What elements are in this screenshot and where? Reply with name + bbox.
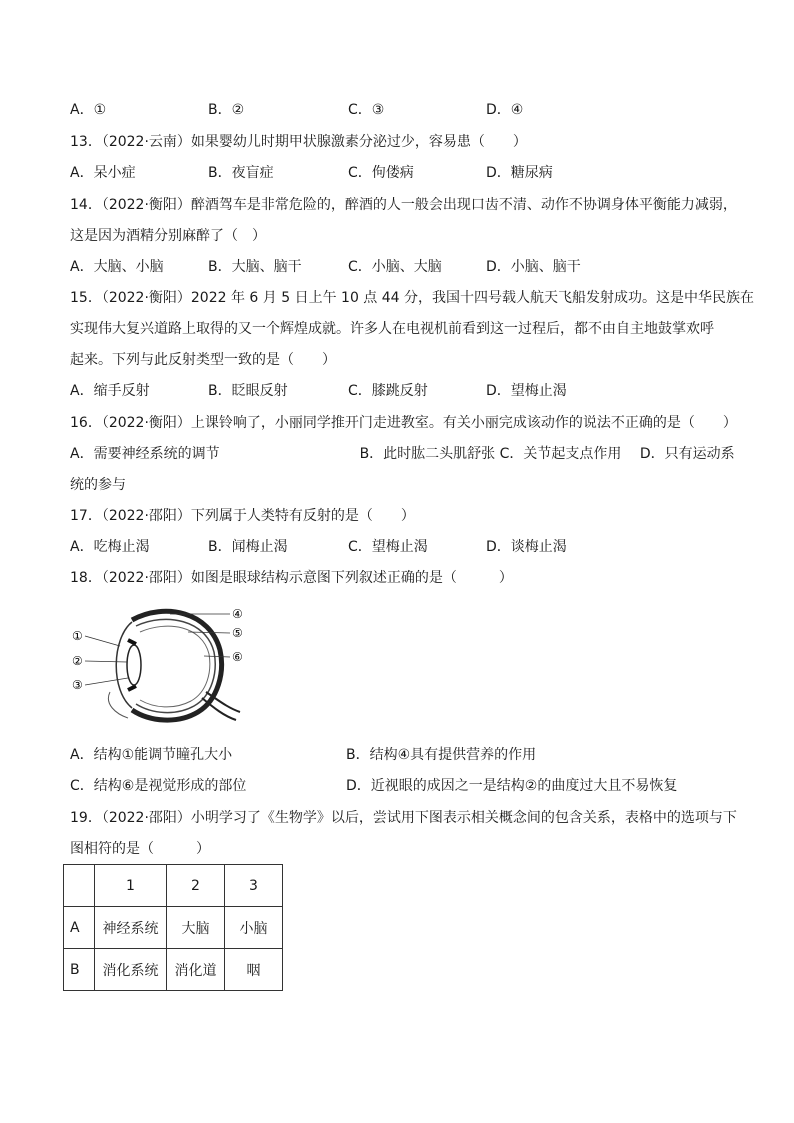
q15-options <box>70 381 730 401</box>
q14-option-c: C．小脑、大脑 <box>348 259 442 275</box>
q15-option-a: A．缩手反射 <box>70 383 150 399</box>
label-4: ④ <box>232 607 243 621</box>
table-cell: 消化系统 <box>95 949 167 991</box>
q14-stem-line1: 14．（2022·衡阳）醉酒驾车是非常危险的，醉酒的人一般会出现口齿不清、动作不协调身体平衡能力减弱， <box>70 197 737 213</box>
q12-option-c: C．③ <box>348 102 385 118</box>
table-header: 2 <box>167 865 225 907</box>
table-cell: 小脑 <box>225 907 283 949</box>
q13-option-b: B．夜盲症 <box>208 165 274 181</box>
q13-stem: 13．（2022·云南）如果婴幼儿时期甲状腺激素分泌过少，容易患（ ） <box>70 134 527 150</box>
label-3: ③ <box>72 678 83 692</box>
q18-option-d: D．近视眼的成因之一是结构②的曲度过大且不易恢复 <box>346 778 678 794</box>
table-row <box>64 907 283 949</box>
table-cell: A <box>64 907 95 949</box>
lens-shape <box>127 645 141 685</box>
q15-stem-line3: 起来。下列与此反射类型一致的是（ ） <box>70 352 336 368</box>
q17-options <box>70 537 730 557</box>
label-2: ② <box>72 654 83 668</box>
q16-option-line1: A．需要神经系统的调节 B．此时肱二头肌舒张 C．关节起支点作用 D．只有运动系 <box>70 446 735 462</box>
q17-option-c: C．望梅止渴 <box>348 539 428 555</box>
retina-outline <box>140 626 210 707</box>
q15-stem-line1: 15．（2022·衡阳）2022 年 6 月 5 日上午 10 点 44 分，我国十四号载人航天飞船发射成功。这是中华民族在 <box>70 290 755 306</box>
label-5: ⑤ <box>232 626 243 640</box>
q18-option-b: B．结构④具有提供营养的作用 <box>346 747 537 763</box>
q14-stem-line2: 这是因为酒精分别麻醉了（ ） <box>70 228 266 244</box>
q15-option-b: B．眨眼反射 <box>208 383 288 399</box>
table-row <box>64 949 283 991</box>
table-header: 1 <box>95 865 167 907</box>
q19-stem-line1: 19．（2022·邵阳）小明学习了《生物学》以后，尝试用下图表示相关概念间的包含关系，表格中的选项与下 <box>70 810 737 826</box>
label-6: ⑥ <box>232 650 243 664</box>
q17-stem: 17．（2022·邵阳）下列属于人类特有反射的是（ ） <box>70 508 415 524</box>
q18-stem: 18．（2022·邵阳）如图是眼球结构示意图下列叙述正确的是（ ） <box>70 570 513 586</box>
q16-stem: 16．（2022·衡阳）上课铃响了，小丽同学推开门走进教室。有关小丽完成该动作的说法不正确的是（ ） <box>70 415 737 431</box>
q12-option-a: A．① <box>70 102 107 118</box>
table-header-row <box>64 865 283 907</box>
q19-stem-line2: 图相符的是（ ） <box>70 841 210 857</box>
eyeball-diagram <box>70 600 260 730</box>
table-header: 3 <box>225 865 283 907</box>
q14-option-d: D．小脑、脑干 <box>486 259 581 275</box>
table-cell: 大脑 <box>167 907 225 949</box>
q14-option-a: A．大脑、小脑 <box>70 259 164 275</box>
q14-options <box>70 257 730 277</box>
q14-option-b: B．大脑、脑干 <box>208 259 302 275</box>
table-cell: 神经系统 <box>95 907 167 949</box>
table-cell <box>64 865 95 907</box>
q13-option-a: A．呆小症 <box>70 165 136 181</box>
label-1: ① <box>72 629 83 643</box>
q17-option-b: B．闻梅止渴 <box>208 539 288 555</box>
q16-option-line2: 统的参与 <box>70 477 126 493</box>
q15-option-c: C．膝跳反射 <box>348 383 428 399</box>
q17-option-d: D．谈梅止渴 <box>486 539 567 555</box>
q13-options <box>70 163 730 183</box>
q12-options <box>70 100 730 120</box>
q15-option-d: D．望梅止渴 <box>486 383 567 399</box>
q12-option-b: B．② <box>208 102 245 118</box>
q12-option-d: D．④ <box>486 102 524 118</box>
q13-option-c: C．佝偻病 <box>348 165 414 181</box>
table-cell: B <box>64 949 95 991</box>
q18-option-c: C．结构⑥是视觉形成的部位 <box>70 778 247 794</box>
q19-table <box>63 864 283 991</box>
eyelid-outline <box>108 692 128 718</box>
q17-option-a: A．吃梅止渴 <box>70 539 150 555</box>
q18-options-row2 <box>70 776 730 796</box>
q15-stem-line2: 实现伟大复兴道路上取得的又一个辉煌成就。许多人在电视机前看到这一过程后，都不由自主地鼓掌欢呼 <box>70 321 714 337</box>
q18-options-row1 <box>70 745 730 765</box>
q13-option-d: D．糖尿病 <box>486 165 553 181</box>
q18-option-a: A．结构①能调节瞳孔大小 <box>70 747 233 763</box>
table-cell: 消化道 <box>167 949 225 991</box>
table-cell: 咽 <box>225 949 283 991</box>
